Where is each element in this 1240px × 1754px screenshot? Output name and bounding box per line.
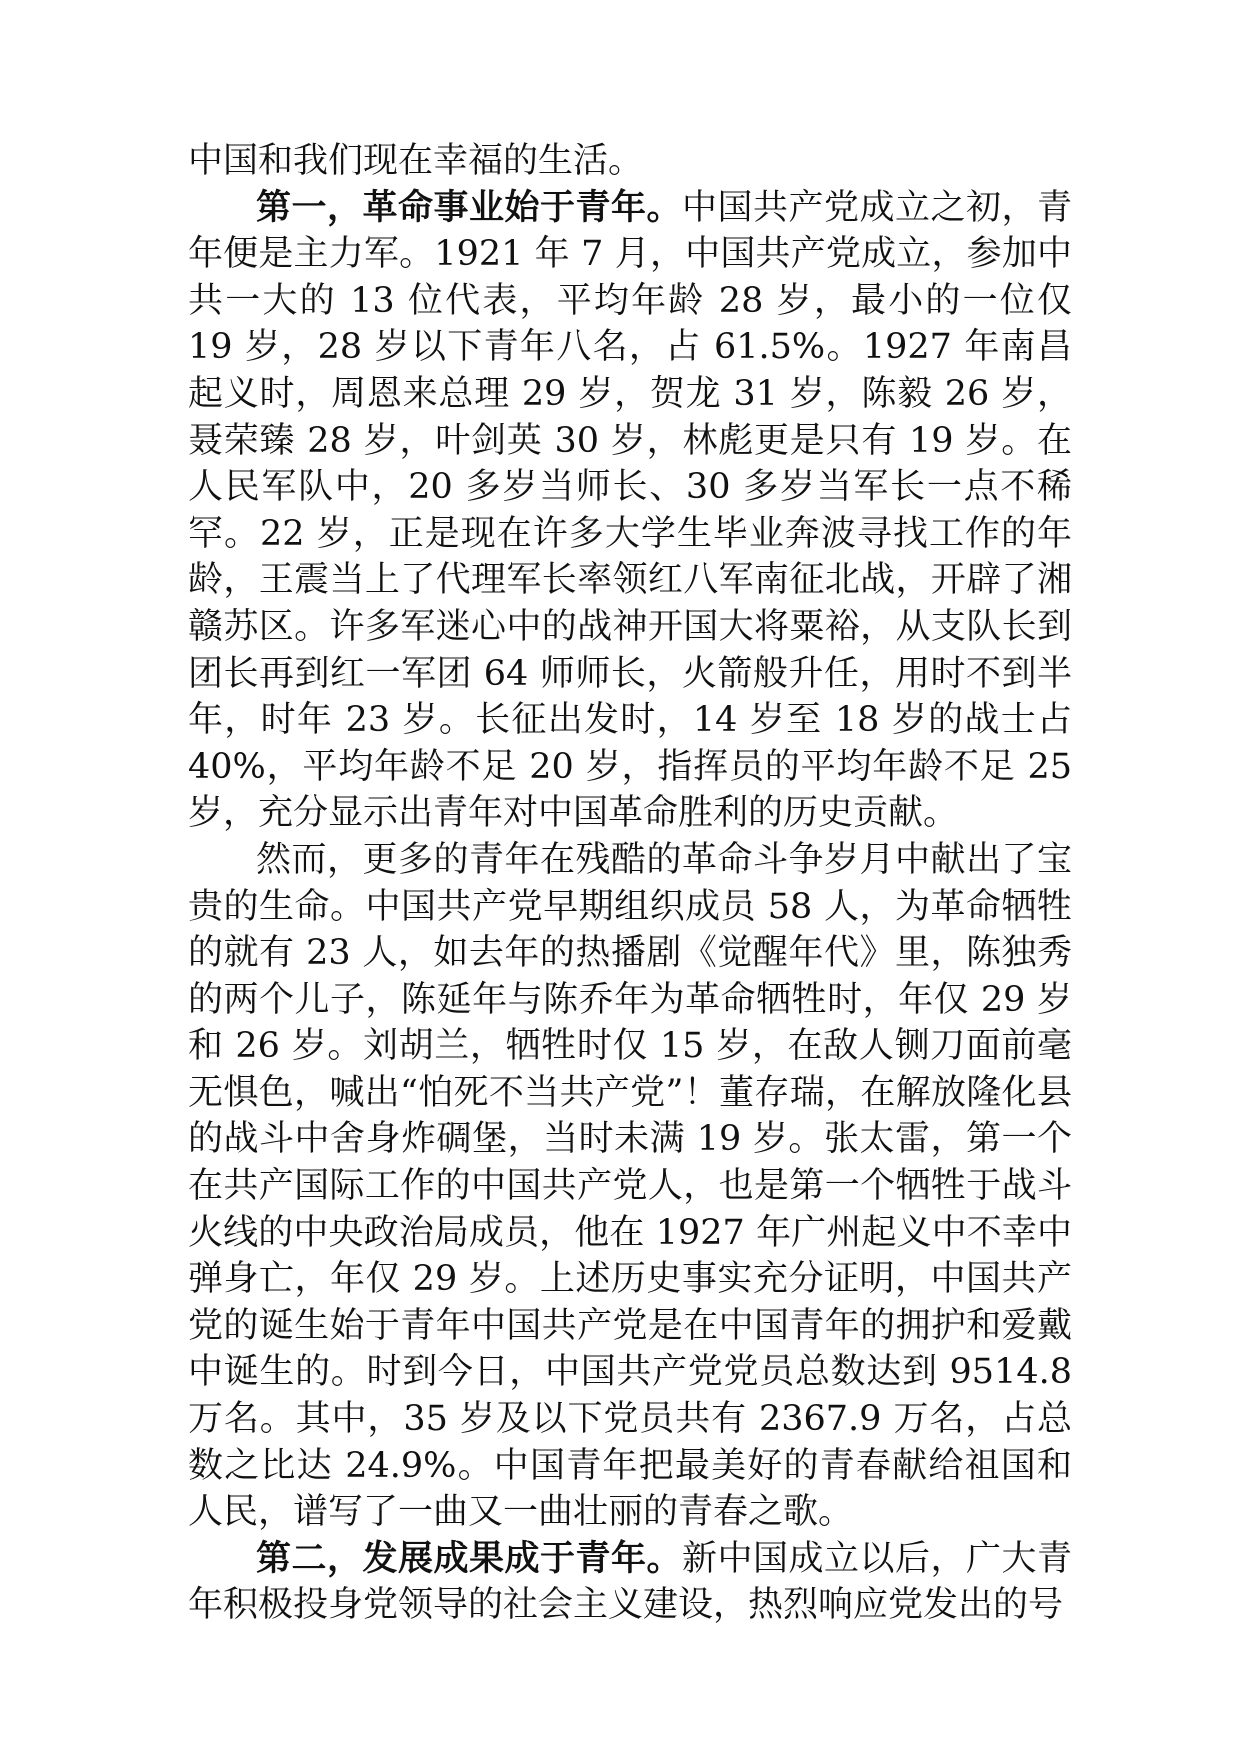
paragraph-1-text: 中国共产党成立之初，青年便是主力军。1921 年 7 月，中国共产党成立，参加中共一大的 13 位代表，平均年龄 28 岁，最小的一位仅 19 岁，28 岁以下青年八名，占 61.5%。1927 年南昌起义时，周恩来总理 29 岁，贺龙 31 岁，陈毅 26 岁，聂荣臻 28 岁，叶剑英 30 岁，林彪更是只有 19 岁。在人民军队中，20 多岁当师长、30 多岁当军长一点不稀罕。22 岁，正是现在许多大学生毕业奔波寻找工作的年龄，王震当上了代理军长率领红八军南征北战，开辟了湘赣苏区。许多军迷心中的战神开国大将粟裕，从支队长到团长再到红一军团 64 师师长，火箭般升任，用时不到半年，时年 23 岁。长征出发时，14 岁至 18 岁的战士占 40%，平均年龄不足 20 岁，指挥员的平均年龄不足 25 岁，充分显示出青年对中国革命胜利的历史贡献。: [188, 187, 1072, 834]
paragraph-2: 然而，更多的青年在残酷的革命斗争岁月中献出了宝贵的生命。中国共产党早期组织成员 58 人，为革命牺牲的就有 23 人，如去年的热播剧《觉醒年代》里，陈独秀的两个儿子，陈延年与陈乔年为革命牺牲时，年仅 29 岁和 26 岁。刘胡兰，牺牲时仅 15 岁，在敌人铡刀面前毫无惧色，喊出“怕死不当共产党”！董存瑞，在解放隆化县的战斗中舍身炸碉堡，当时未满 19 岁。张太雷，第一个在共产国际工作的中国共产党人，也是第一个牺牲于战斗火线的中央政治局成员，他在 1927 年广州起义中不幸中弹身亡，年仅 29 岁。上述历史事实充分证明，中国共产党的诞生始于青年中国共产党是在中国青年的拥护和爱戴中诞生的。时到今日，中国共产党党员总数达到 9514.8 万名。其中，35 岁及以下党员共有 2367.9 万名，占总数之比达 24.9%。中国青年把最美好的青春献给祖国和人民，谱写了一曲又一曲壮丽的青春之歌。: [188, 839, 1072, 1533]
paragraph-3: [188, 1536, 1072, 1629]
paragraph-1: [188, 185, 1072, 837]
paragraph-3-text: 新中国成立以后，广大青年积极投身党领导的社会主义建设，热烈响应党发出的号: [188, 1538, 1072, 1626]
opening-line: 中国和我们现在幸福的生活。: [188, 141, 644, 181]
document-body: [188, 138, 1072, 1629]
paragraph-3-heading: 第二，发展成果成于青年。: [256, 1538, 682, 1579]
paragraph-1-heading: 第一，革命事业始于青年。: [256, 187, 682, 228]
